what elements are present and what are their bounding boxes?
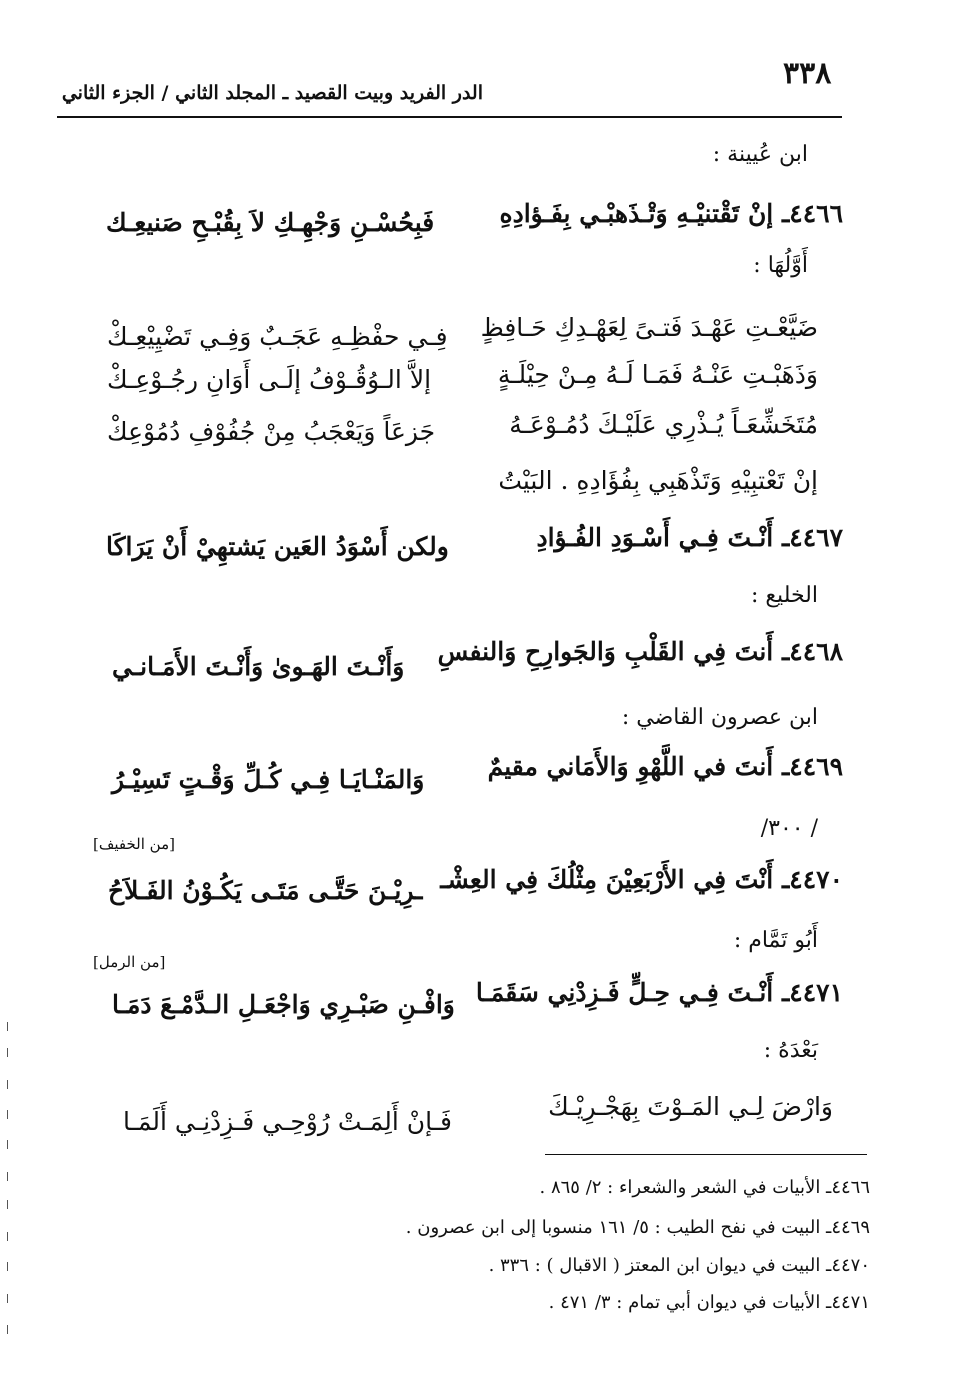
scan-margin-mark <box>7 1048 8 1057</box>
attribution-ibn-uyayna: ابن عُيينة : <box>712 142 808 167</box>
verse-4471-first-hemistich: ٤٤٧١ـ أَنْـتَ فِـي حِـلٍّ فَـزِدْنِي سَقَمَـا <box>475 978 843 1007</box>
page-number: ٣٣٨ <box>783 56 832 91</box>
attribution-ibn-asrun: ابن عصرون القاضي : <box>621 705 818 730</box>
verse-4468-second-hemistich: وَأَنْـتَ الهَـوىٰ وَأَنْـتَ الأَمَـانـي <box>112 652 405 681</box>
cited-line-5-second-hemistich: فَـإنْ أَلِمَـتْ رُوْحِـي فَـزِدْنِـي أَلَمَـا <box>123 1107 452 1136</box>
attribution-after-it: بَعْدَهُ : <box>763 1038 818 1063</box>
cited-line-3-second-hemistich: جَزعَاً وَيَعْجَبُ مِنْ جُفُوْفِ دُمُوْعِكْ <box>107 417 436 446</box>
footnote-4471: ٤٤٧١ـ الأبيات في ديوان أبي تمام : ٣/ ٤٧١ . <box>548 1292 870 1313</box>
verse-4470-second-hemistich: ـرِيْـنَ حَتَّـى مَتَـى يَكُـوْنُ الفَـلاَحُ <box>108 876 423 905</box>
verse-4466-first-hemistich: ٤٤٦٦ـ إنْ تَقْتنيْـهِ وَتْـذَهبْـي بِفَـؤادِهِ <box>499 199 843 228</box>
cited-line-4: إنْ تَعْتبِيْهِ وَتَذْهَبِي بِفُؤَادِهِ . البَيْتُ <box>498 466 818 495</box>
attribution-abu-tammam: أَبُو تَمَّام : <box>733 928 818 953</box>
attribution-first-lines: أَوَّلُهَا : <box>753 253 808 278</box>
cited-line-3-first-hemistich: مُتَخَشِّعَـاً يُـذْرِي عَلَيْـكَ دُمُـوْعَـهُ <box>509 410 818 439</box>
scan-margin-mark <box>7 1140 8 1149</box>
verse-4471-second-hemistich: وَافْـنِ صَبْـرِي وَاجْعَـلِ الـدَّمْـعَ دَمَـا <box>112 990 455 1019</box>
footnote-4469: ٤٤٦٩ـ البيت في نفح الطيب : ٥/ ١٦١ منسوبا إلى ابن عصرون . <box>405 1217 870 1238</box>
running-header-title: الدر الفريد وبيت القصيد ـ المجلد الثاني / الجزء الثاني <box>61 82 483 104</box>
verse-4467-first-hemistich: ٤٤٦٧ـ أَنْـتَ فِـي أَسْـوَدِ الفُـؤادِ <box>536 523 843 552</box>
verse-4469-first-hemistich: ٤٤٦٩ـ أَنتَ في اللَّهْوِ وَالأَمَاني مقيمٌ <box>487 752 843 781</box>
cited-line-2-first-hemistich: وَذَهَبْـتِ عَنْـهُ فَمَـا لَـهُ مِـنْ حِيْلَـةٍ <box>497 360 818 389</box>
header-rule <box>57 116 842 118</box>
verse-4467-second-hemistich: ولكن أَسْوَدُ العَين يَشتهِيْ أَنْ يَرَاكَا <box>106 532 449 561</box>
cited-line-2-second-hemistich: إلاَّ الـوُقُـوْفُ إلَـى أَوَانِ رجُـوْعِـكْ <box>107 365 432 394</box>
scan-margin-mark <box>7 1172 8 1181</box>
scan-margin-mark <box>7 1022 8 1031</box>
verse-4469-second-hemistich: وَالمَنْـايَـا فِـي كُـلِّ وَقْـتٍ تَسِيْـرُ <box>112 765 425 794</box>
scan-margin-mark <box>7 1294 8 1303</box>
verse-4466-second-hemistich: فَبِحُسْـنِ وَجْهِـكِ لاَ بِقُبْـحِ صَنيعِـك <box>106 208 435 237</box>
cited-line-1-second-hemistich: فِـي حفْظِـهِ عَجَـبٌ وَفِـي تَضْيِيْعِـكْ <box>107 322 448 351</box>
footnote-4470: ٤٤٧٠ـ البيت في ديوان ابن المعتز ( الاقبال ) : ٣٣٦ . <box>488 1255 870 1276</box>
cited-line-1-first-hemistich: ضَيَّعْـتِ عَهْـدَ فَتـىً لِعَهْـدِكِ حَـافِظٍ <box>480 313 818 342</box>
meter-label-khafif: [من الخفيف] <box>93 835 175 853</box>
scan-margin-mark <box>7 1110 8 1119</box>
scan-margin-mark <box>7 1200 8 1209</box>
scan-margin-mark <box>7 1325 8 1334</box>
attribution-al-khali: الخليع : <box>750 583 818 608</box>
meter-label-ramal: [من الرمل] <box>93 953 166 971</box>
footnote-rule <box>545 1154 867 1155</box>
verse-4470-first-hemistich: ٤٤٧٠ـ أَنْتَ فِي الأَرْبَعِيْنَ مِثْلُكَ فِي العِشْـ <box>440 865 843 894</box>
cited-line-5-first-hemistich: وَارْضَ لِـي المَـوْتَ بِهَجْـرِيْـكَ <box>548 1092 833 1121</box>
page-reference-300: / ٣٠٠/ <box>760 816 818 841</box>
scan-margin-mark <box>7 1232 8 1241</box>
verse-4468-first-hemistich: ٤٤٦٨ـ أَنتَ فِي القَلْبِ وَالجَوارِحِ وَالنفسِ <box>437 637 843 666</box>
footnote-4466: ٤٤٦٦ـ الأبيات في الشعر والشعراء : ٢/ ٨٦٥ . <box>539 1177 870 1198</box>
scan-margin-mark <box>7 1262 8 1271</box>
scan-margin-mark <box>7 1080 8 1089</box>
